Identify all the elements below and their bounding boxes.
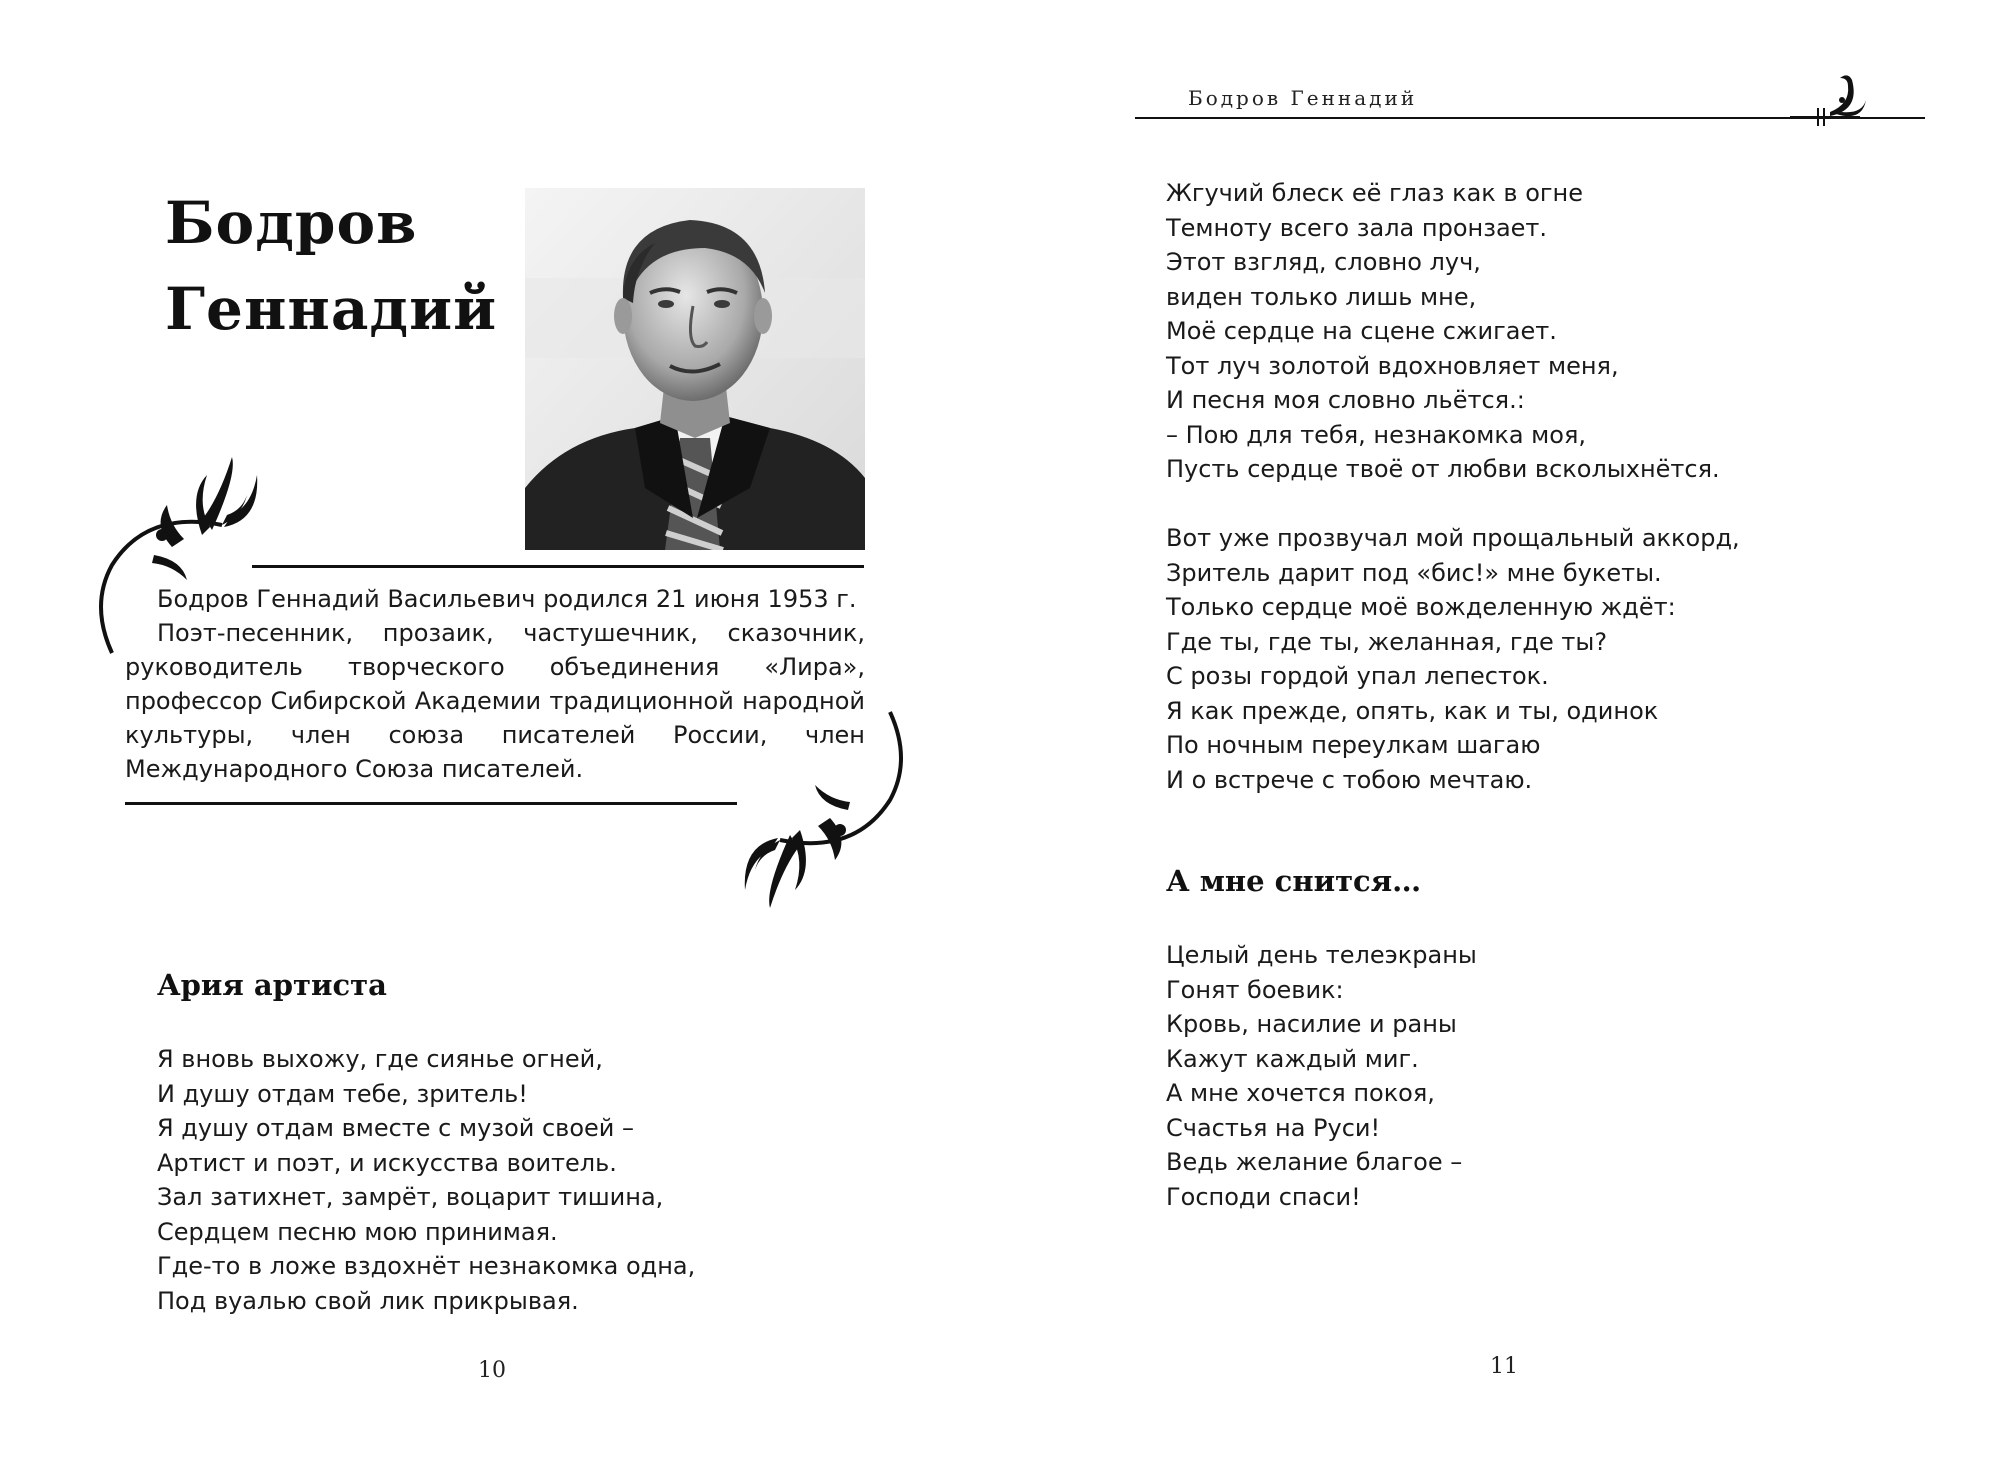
poem-line: По ночным переулкам шагаю (1166, 731, 1541, 759)
poem-line: Вот уже прозвучал мой прощальный аккорд, (1166, 524, 1740, 552)
poem-line: А мне хочется покоя, (1166, 1079, 1435, 1107)
left-page (0, 0, 990, 1457)
poem-line: Счастья на Руси! (1166, 1113, 1381, 1142)
poem-line: виден только лишь мне, (1166, 282, 1477, 311)
bio-text: Поэт-песенник, прозаик, частушечник, сказочник, руководитель творческого объединения «Лира», профессор Сибирской Академии традиционной народной культуры, член союза писателей России, член Международного Союза писателей. (125, 619, 865, 783)
poem-body (157, 1042, 695, 1318)
poem-line: Я душу отдам вместе с музой своей – (157, 1114, 634, 1142)
poem-line: Кровь, насилие и раны (1166, 1010, 1457, 1038)
right-page (990, 0, 2000, 1457)
poem-line: Где-то в ложе вздохнёт незнакомка одна, (157, 1252, 696, 1280)
poem-line: Под вуалью свой лик прикрывая. (157, 1286, 579, 1315)
poem-line: Пусть сердце твоё от любви всколыхнётся. (1166, 455, 1720, 483)
poem-line: Сердцем песню мою принимая. (157, 1217, 558, 1246)
poem-continuation (1166, 176, 1740, 797)
poem-line: И душу отдам тебе, зритель! (157, 1079, 528, 1108)
poem-line: С розы гордой упал лепесток. (1166, 662, 1549, 690)
poem-line: Зритель дарит под «бис!» мне букеты. (1166, 558, 1662, 587)
stanza-gap (1166, 487, 1740, 522)
poem-line: Господи спаси! (1166, 1182, 1361, 1211)
poem-line: Моё сердце на сцене сжигает. (1166, 317, 1557, 345)
header-ornament-icon (1790, 70, 1870, 130)
poem-title: А мне снится… (1166, 864, 1422, 898)
author-title (165, 180, 497, 352)
author-surname: Бодров (165, 189, 418, 257)
poem-line: Зал затихнет, замрёт, воцарит тишина, (157, 1183, 664, 1211)
poem-line: Где ты, где ты, желанная, где ты? (1166, 627, 1608, 656)
poem-line: И о встрече с тобою мечтаю. (1166, 765, 1533, 794)
poem-line: Темноту всего зала пронзает. (1166, 213, 1548, 242)
page-number: 10 (478, 1358, 506, 1383)
poem-line: Кажут каждый миг. (1166, 1044, 1419, 1073)
bio-rule-bottom (125, 802, 737, 805)
poem-line: Артист и поэт, и искусства воитель. (157, 1148, 617, 1177)
poem-line: Только сердце моё вожделенную ждёт: (1166, 593, 1676, 621)
poem-line: Гонят боевик: (1166, 975, 1344, 1004)
bio-first-line: Бодров Геннадий Васильевич родился 21 июня 1953 г. (157, 585, 857, 613)
poem-line: – Пою для тебя, незнакомка моя, (1166, 420, 1587, 449)
poem-line: Я вновь выхожу, где сиянье огней, (157, 1045, 603, 1073)
bio-rule-top (252, 565, 864, 568)
flourish-ornament-icon (740, 710, 910, 910)
poem-line: Целый день телеэкраны (1166, 941, 1477, 969)
poem-line: Я как прежде, опять, как и ты, одинок (1166, 696, 1659, 725)
poem-line: Жгучий блеск её глаз как в огне (1166, 179, 1583, 207)
poem-body (1166, 938, 1477, 1214)
poem-line: Этот взгляд, словно луч, (1166, 248, 1481, 276)
page-number: 11 (1490, 1354, 1518, 1379)
poem-line: Ведь желание благое – (1166, 1148, 1463, 1176)
poem-title: Ария артиста (157, 968, 387, 1002)
running-head: Бодров Геннадий (1188, 86, 1418, 110)
poem-line: Тот луч золотой вдохновляет меня, (1166, 351, 1619, 380)
poem-line: И песня моя словно льётся.: (1166, 386, 1525, 414)
portrait-photo (525, 188, 865, 550)
author-given-name: Геннадий (165, 275, 498, 343)
